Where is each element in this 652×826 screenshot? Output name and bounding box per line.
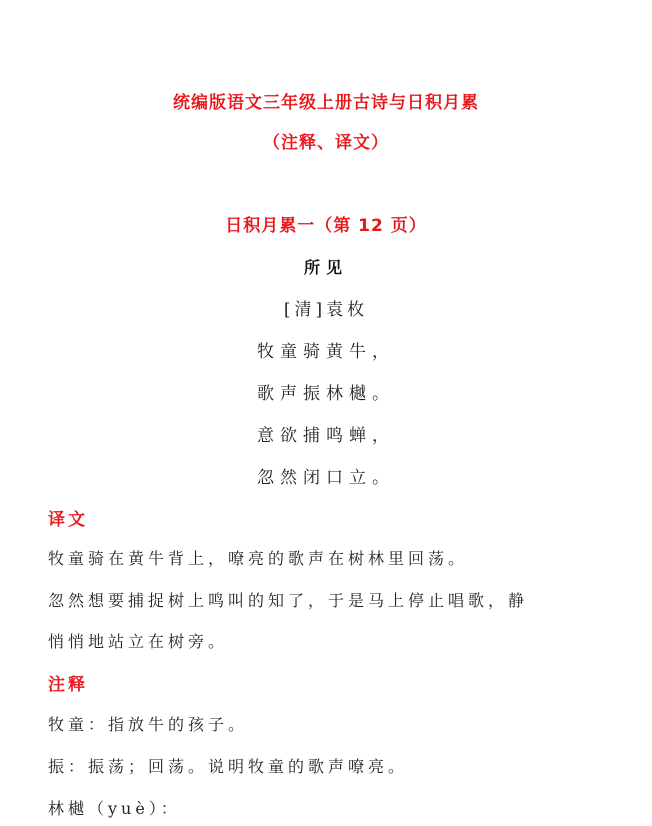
translation-line: 牧童骑在黄牛背上，嘹亮的歌声在树林里回荡。 (48, 549, 469, 568)
document-title: 统编版语文三年级上册古诗与日积月累 (173, 93, 479, 113)
note-line: 林樾（yuè）： (48, 799, 181, 818)
notes-heading: 注释 (48, 675, 88, 695)
poem-author: [清]袁枚 (283, 300, 369, 320)
translation-heading: 译文 (48, 510, 88, 530)
poem-line: 忽然闭口立。 (257, 468, 395, 488)
note-line: 振：振荡；回荡。说明牧童的歌声嘹亮。 (48, 757, 409, 776)
section-title: 日积月累一（第 12 页） (225, 216, 427, 236)
translation-line: 悄悄地站立在树旁。 (48, 632, 229, 651)
note-line: 牧童：指放牛的孩子。 (48, 715, 249, 734)
poem-line: 歌声振林樾。 (257, 384, 395, 404)
poem-title: 所见 (303, 258, 348, 277)
poem-line: 意欲捕鸣蝉， (257, 426, 395, 446)
poem-line: 牧童骑黄牛， (257, 342, 395, 362)
translation-line: 忽然想要捕捉树上鸣叫的知了，于是马上停止唱歌，静 (48, 591, 529, 610)
document-subtitle: （注释、译文） (263, 133, 389, 153)
